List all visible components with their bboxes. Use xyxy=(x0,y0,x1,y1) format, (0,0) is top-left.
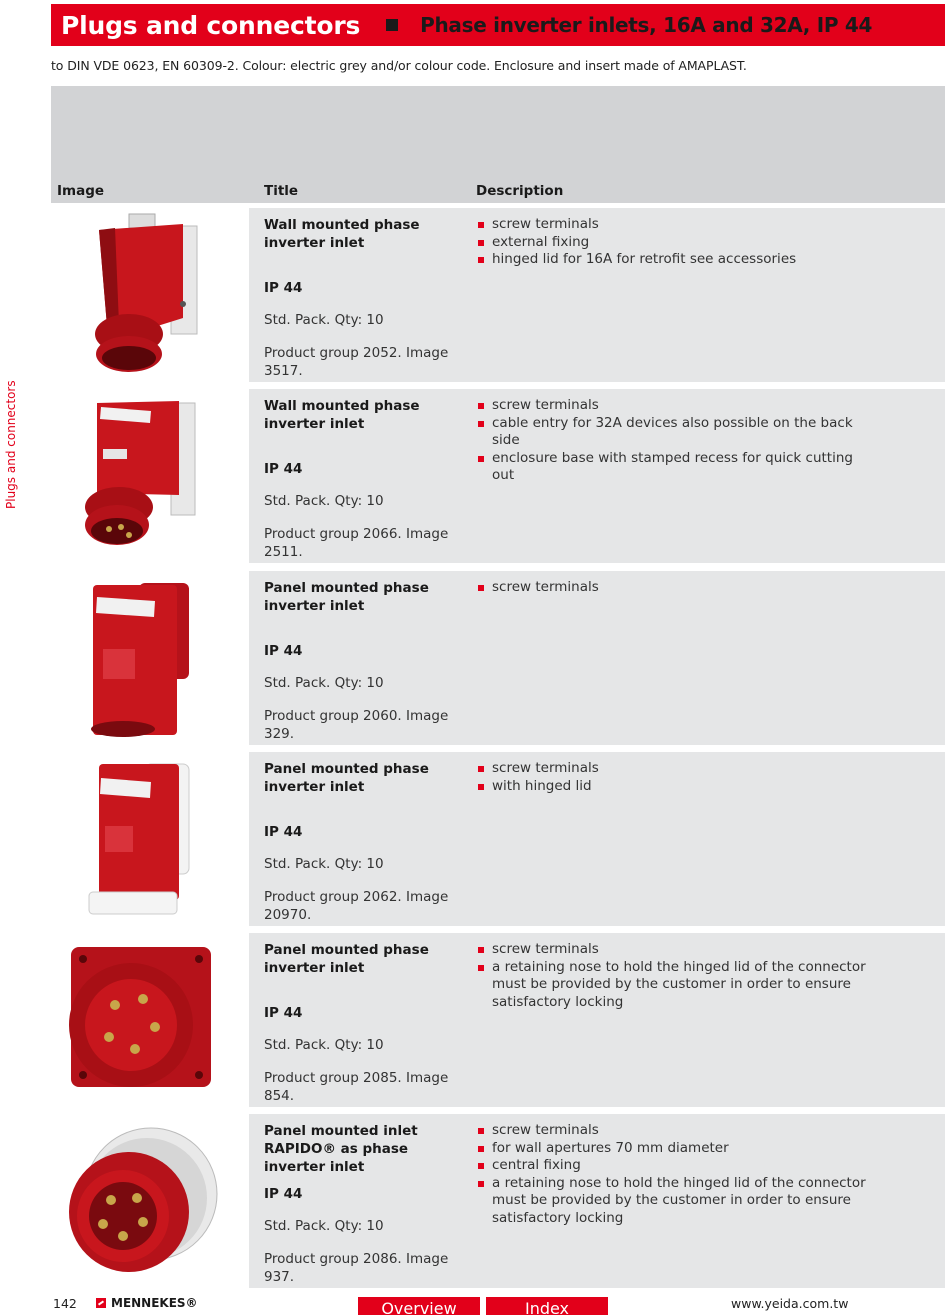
website-url[interactable]: www.yeida.com.tw xyxy=(731,1296,849,1311)
pack-quantity: Std. Pack. Qty: 10 xyxy=(264,1037,384,1053)
brand-logo xyxy=(96,1296,198,1310)
page-number: 142 xyxy=(53,1296,77,1311)
description-item: external fixing xyxy=(478,234,878,252)
protection-rating: IP 44 xyxy=(264,461,303,477)
product-group: Product group 2085. Image 854. xyxy=(264,1070,449,1104)
description-item: a retaining nose to hold the hinged lid of the connector must be provided by the customer in order to ensure satisfactory locking xyxy=(478,959,878,1012)
product-row xyxy=(51,752,945,926)
description-item: hinged lid for 16A for retrofit see accessories xyxy=(478,251,878,269)
column-description-label: Description xyxy=(476,183,564,199)
pack-quantity: Std. Pack. Qty: 10 xyxy=(264,312,384,328)
protection-rating: IP 44 xyxy=(264,1186,303,1202)
product-title: Wall mounted phase inverter inlet xyxy=(264,217,420,251)
description-item: cable entry for 32A devices also possible on the back side xyxy=(478,415,878,450)
wall-inlet-image xyxy=(51,208,249,382)
description-list xyxy=(478,941,878,1011)
side-section-label: Plugs and connectors xyxy=(4,380,18,509)
description-list xyxy=(478,397,878,485)
description-list xyxy=(478,579,878,597)
product-row xyxy=(51,1114,945,1288)
description-item: screw terminals xyxy=(478,760,878,778)
protection-rating: IP 44 xyxy=(264,280,303,296)
mennekes-logo-icon xyxy=(96,1298,106,1308)
protection-rating: IP 44 xyxy=(264,1005,303,1021)
product-title: Panel mounted phase inverter inlet xyxy=(264,942,429,976)
product-row xyxy=(51,571,945,745)
description-item: enclosure base with stamped recess for quick cutting out xyxy=(478,450,878,485)
index-button[interactable]: Index xyxy=(486,1297,608,1315)
pack-quantity: Std. Pack. Qty: 10 xyxy=(264,856,384,872)
product-group: Product group 2086. Image 937. xyxy=(264,1251,449,1285)
description-item: screw terminals xyxy=(478,397,878,415)
description-item: for wall apertures 70 mm diameter xyxy=(478,1140,878,1158)
panel-inlet-image xyxy=(51,752,249,926)
brand-name: MENNEKES® xyxy=(111,1296,198,1310)
page-subtitle: Phase inverter inlets, 16A and 32A, IP 44 xyxy=(420,13,873,37)
pack-quantity: Std. Pack. Qty: 10 xyxy=(264,493,384,509)
pack-quantity: Std. Pack. Qty: 10 xyxy=(264,675,384,691)
pack-quantity: Std. Pack. Qty: 10 xyxy=(264,1218,384,1234)
wall-inlet-image xyxy=(51,389,249,563)
description-item: screw terminals xyxy=(478,216,878,234)
description-list xyxy=(478,216,878,269)
description-item: screw terminals xyxy=(478,941,878,959)
description-list xyxy=(478,1122,878,1227)
protection-rating: IP 44 xyxy=(264,643,303,659)
square-flange-inlet-image xyxy=(51,933,249,1107)
description-item: a retaining nose to hold the hinged lid of the connector must be provided by the customer in order to ensure satisfactory locking xyxy=(478,1175,878,1228)
description-list xyxy=(478,760,878,795)
intro-text: to DIN VDE 0623, EN 60309-2. Colour: electric grey and/or colour code. Enclosure and insert made of AMAPLAST. xyxy=(51,58,747,73)
description-item: central fixing xyxy=(478,1157,878,1175)
product-group: Product group 2060. Image 329. xyxy=(264,708,449,742)
product-title: Panel mounted phase inverter inlet xyxy=(264,761,429,795)
product-group: Product group 2052. Image 3517. xyxy=(264,345,449,379)
product-group: Product group 2066. Image 2511. xyxy=(264,526,449,560)
product-title: Panel mounted phase inverter inlet xyxy=(264,580,429,614)
product-row xyxy=(51,389,945,563)
protection-rating: IP 44 xyxy=(264,824,303,840)
product-row xyxy=(51,933,945,1107)
product-title: Panel mounted inlet RAPIDO® as phase inverter inlet xyxy=(264,1123,418,1175)
description-item: screw terminals xyxy=(478,1122,878,1140)
product-group: Product group 2062. Image 20970. xyxy=(264,889,449,923)
product-title: Wall mounted phase inverter inlet xyxy=(264,398,420,432)
product-row xyxy=(51,208,945,382)
column-image-label: Image xyxy=(57,183,105,199)
panel-inlet-image xyxy=(51,571,249,745)
description-item: screw terminals xyxy=(478,579,878,597)
round-rapido-inlet-image xyxy=(51,1114,249,1288)
column-title-label: Title xyxy=(264,183,299,199)
header-bar xyxy=(51,4,945,46)
overview-button[interactable]: Overview xyxy=(358,1297,480,1315)
column-header xyxy=(51,86,945,203)
description-item: with hinged lid xyxy=(478,778,878,796)
page-title: Plugs and connectors xyxy=(61,10,361,40)
square-bullet-icon xyxy=(386,19,398,31)
